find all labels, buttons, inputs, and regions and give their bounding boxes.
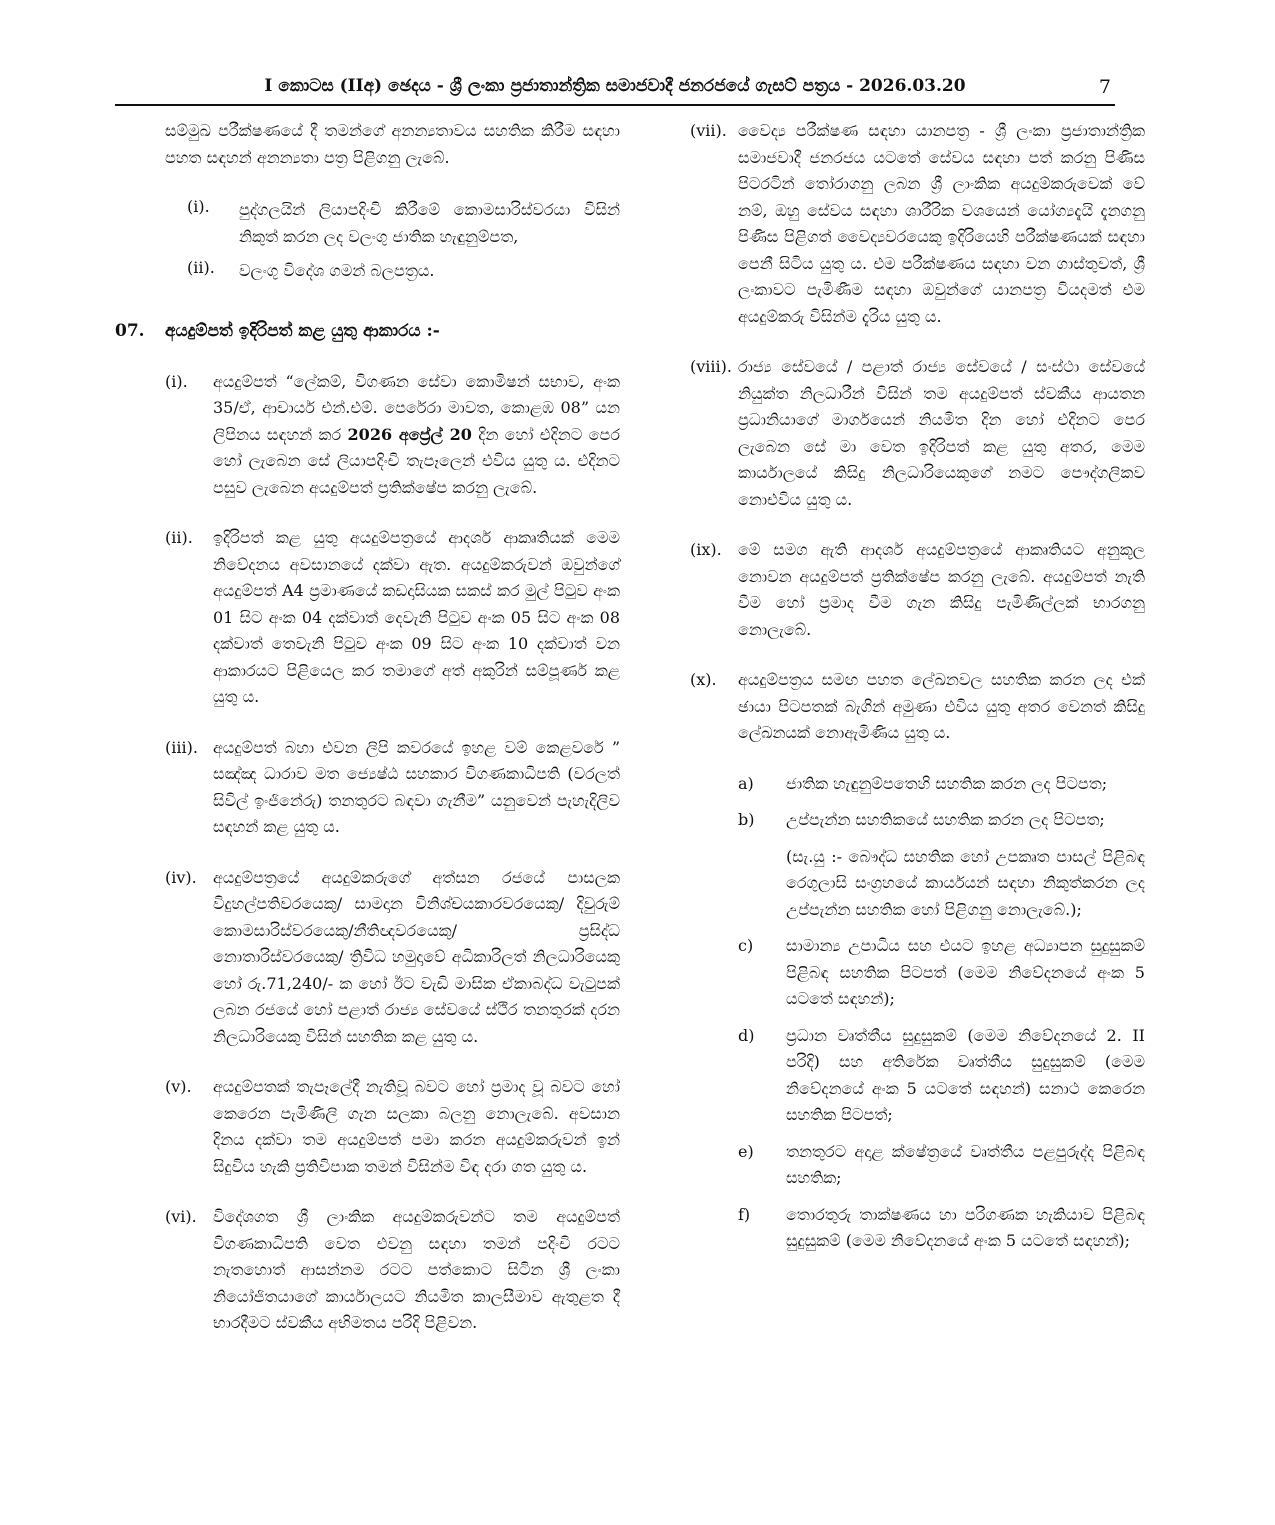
list-item [115,369,620,502]
item-label: (viii). [690,357,732,376]
item-text: ඉදිරිපත් කළ යුතු අයදුම්පත්‍රයේ ආදර්ශ ආකෘතියක් මෙම නිවේදනය අවසානයේ දක්වා ඇත. අයදුම්කරුවන් ඔවුන්ගේ අයදුම්පත් A4 ප්‍රමාණයේ කඩදාසියක සකස් කර මුල් පිටුව අංක 01 සිට අංක 04 දක්වාත් දෙවැනි පිටුව අංක 05 සිට අංක 08 දක්වාත් තෙවැනි පිටුව අංක 09 සිට අංක 10 දක්වාත් වන ආකාරයට පිළියෙල කර තමාගේ අත් අකුරින් සම්පූර්ණ කළ යුතු ය. [213,528,620,706]
item-label: (vi). [165,1207,197,1226]
item-label: (x). [690,670,717,689]
sub-list-item [690,1202,1145,1255]
sub-item-text: තොරතුරු තාක්ෂණය හා පරිගණක හැකියාව පිළිබඳ සුදුසුකම් (මෙම නිවේදනයේ අංක 5 යටතේ සඳහන්); [786,1204,1145,1250]
note-paragraph: (සැ.යු :- බෞද්ධ සහතික හෝ උපකෘත පාසල් පිළිබඳ රෙගුලාසි සංග්‍රහයේ කාර්යයන් සඳහා නිකුත්කරන ලද උප්පැන්න සහතික හෝ පිළිගනු නොලැබේ.); [786,846,1145,919]
item-text: අයදුම්පත්‍රයේ අයදුම්කරුගේ අත්සන රජයේ පාසලක විදුහල්පතිවරයෙකු/ සාමදාන විනිශ්චයකාරවරයෙකු/ දිවුරුම් කොමසාරිස්වරයෙකු/නීතිඥවරයෙකු/ ප්‍රසිද්ධ නොතාරිස්වරයෙකු/ ත්‍රිවිධ හමුදාවේ අධිකාරිලත් නිලධාරියෙකු හෝ රු.71,240/- ක හෝ ඊට වැඩි මාසික ඒකාබද්ධ වැටුපක් ලබන රජයේ හෝ පළාත් රාජ්‍ය සේවයේ ස්ථිර තනතුරක් දරන නිලධාරියෙකු විසින් සහතික කළ යුතු ය. [213,867,620,1046]
list-item [690,537,1145,643]
list-item [690,354,1145,513]
sub-item-label: f) [738,1204,751,1224]
item-text: වෛද්‍ය පරීක්ෂණ සඳහා යානපත්‍ර - ශ්‍රී ලංකා ප්‍රජාතාන්ත්‍රික සමාජවාදී ජනරජය යටතේ සේවය සඳහා පත් කරනු පිණිස පිටරටින් තෝරාගනු ලබන ශ්‍රී ලාංකික අයදුම්කරුවෙක් වේ නම්, ඔහු සේවය සඳහා ශාරීරික වශයෙන් යෝග්‍යදැයි දැනගනු පිණිස පිළිගත් වෛද්‍යවරයෙකු ඉදිරියෙහි පරීක්ෂණයක් සඳහා පෙනී සිටිය යුතු ය. එම පරීක්ෂණය සඳහා වන ගාස්තුවත්, ශ්‍රී ලංකාවට පැමිණීම සඳහා ඔවුන්ගේ යානපත්‍ර වියදමත් එම අයදුම්කරු විසින්ම දැරිය යුතු ය. [738,121,1145,326]
left-column [115,118,620,1361]
list-item [187,197,620,250]
right-column [690,118,1145,1265]
sub-list-item [690,933,1145,1013]
list-item [690,118,1145,330]
item-text: රාජ්‍ය සේවයේ / පළාත් රාජ්‍ය සේවයේ / සංස්ථා සේවයේ නියුක්ත නිලධාරීන් විසින් තම අයදුම්පත් ස්වකීය ආයතන ප්‍රධානියාගේ මාර්ගයෙන් නියමිත දින හෝ එදිනට පෙර ලැබෙන සේ මා වෙත ඉදිරිපත් කළ යුතු අතර, මෙම කාර්යාලයේ කිසිදු නිලධාරියෙකුගේ නමට පෞද්ගලිකව නොඑවිය යුතු ය. [738,357,1145,509]
list-item [115,525,620,711]
item-label: (i). [187,197,210,216]
item-label: (ix). [690,540,722,559]
item-text: මේ සමග ඇති ආදර්ශ අයදුම්පත්‍රයේ ආකෘතියට අනුකූල නොවන අයදුම්පත් ප්‍රතික්ෂේප කරනු ලැබේ. අයදුම්පත් නැති වීම හෝ ප්‍රමාද වීම ගැන කිසිදු පැමිණිල්ලක් භාරගනු නොලැබේ. [738,540,1145,639]
sub-item-text: උප්පැන්න සහතිකයේ සහතික කරන ලද පිටපත; [786,810,1105,829]
list-item [115,1204,620,1337]
section-title: අයදුම්පත් ඉදිරිපත් කළ යුතු ආකාරය :- [165,320,440,341]
item-text: අයදුම්පත්‍රය සමඟ පහත ලේඛනවල සහතික කරන ලද එක් ඡායා පිටපතක් බැගින් අමුණා එවිය යුතු අතර වෙනත් කිසිදු ලේඛනයක් නොඇමිණිය යුතු ය. [738,670,1145,742]
sub-item-label: a) [738,773,754,793]
list-item [115,735,620,841]
sub-list-item [690,1139,1145,1192]
list-item [690,667,1145,747]
sub-item-label: b) [738,810,755,829]
item-text: වලංගු විදේශ ගමන් බලපත්‍රය. [239,261,435,280]
page-header [115,74,1115,106]
item-text: විදේශගත ශ්‍රී ලාංකික අයදුම්කරුවන්ට තම අයදුම්පත් විගණකාධිපති වෙත එවනු සඳහා තමන් පදිංචි රටට නැතහොත් ආසන්නම රටට පත්කොට සිටින ශ්‍රී ලංකා නියෝජිතයාගේ කාර්යාලයට නියමිත කාලසීමාව ඇතුළත දී භාරදීමට ස්වකීය අභිමතය පරිදි පිළිවන. [213,1207,620,1332]
sub-item-label: d) [738,1025,755,1045]
item-label: (ii). [165,528,193,547]
sub-item-label: e) [738,1141,754,1161]
item-label: (vii). [690,121,727,140]
deadline-date: 2026 අප්‍රේල් 20 [347,424,472,444]
item-label: (iii). [165,737,198,757]
id-document-list [115,197,620,285]
item-text [213,369,620,502]
page-number: 7 [1098,76,1111,98]
list-item [115,865,620,1051]
sub-list-item [690,1023,1145,1129]
section-number: 07. [115,320,145,341]
section-heading [115,321,620,341]
list-item [115,1074,620,1180]
sub-list-item [690,771,1145,798]
sub-item-text: සාමාන්‍ය උපාධිය සහ එයට ඉහළ අධ්‍යාපන සුදුසුකම් පිළිබඳ සහතික පිටපත් (මෙම නිවේදනයේ අංක 5 යටතේ සඳහන්); [786,936,1145,1008]
item-label: (v). [165,1077,192,1096]
intro-paragraph: සම්මුඛ පරීක්ෂණයේ දී තමන්ගේ අනන්‍යතාවය සහතික කිරීම සඳහා පහත සඳහන් අනන්‍යතා පත්‍ර පිළිගනු ලැබේ. [165,121,620,167]
item-text-part: අයදුම්පත් “ලේකම්, විගණන සේවා කොමිෂන් සභාව, අංක 35/ඒ, ආචාර්ය එන්.එම්. පෙරේරා මාවත, කොළඹ 08” යන ලිපිනය සඳහන් කර [213,371,620,444]
item-text: අයදුම්පත් බහා එවන ලිපි කවරයේ ඉහළ වම් කෙළවරේ ” සඤ්ඤ ධාරාව මත ජ්‍යෙෂ්ඨ සහකාර විගණකාධිපති (වරලත් සිවිල් ඉංජිනේරු) තනතුරට බඳවා ගැනීම” යනුවෙන් පැහැදිලිව සඳහන් කළ යුතු ය. [213,737,620,836]
sub-item-text: තනතුරට අදාළ ක්ෂේත්‍රයේ වෘත්තීය පළපුරුද්ද පිළිබඳ සහතික; [786,1141,1145,1187]
item-label: (ii). [187,258,215,277]
sub-item-text: ජාතික හැඳුනුම්පතෙහි සහතික කරන ලද පිටපත; [786,773,1108,793]
item-text: පුද්ගලයින් ලියාපදිංචි කිරීමේ කොමසාරිස්වරයා විසින් නිකුත් කරන ලද වලංගු ජාතික හැඳුනුම්පත, [239,200,620,246]
item-label: (i). [165,371,188,391]
sub-list-item [690,807,1145,834]
header-title: I කොටස (IIඅ) ඡෙදය - ශ්‍රී ලංකා ප්‍රජාතාන්ත්‍රික සමාජවාදී ජනරජයේ ගැසට් පත්‍රය - 2026.03.20 [264,76,966,96]
item-text: අයදුම්පතක් තැපෑලේදී නැතිවූ බවට හෝ ප්‍රමාද වූ බවට හෝ කෙරෙන පැමිණිලි ගැන සලකා බලනු නොලැබේ. අවසාන දිනය දක්වා තම අයදුම්පත් පමා කරන අයදුම්කරුවන් ඉන් සිදුවිය හැකි ප්‍රතිවිපාක තමන් විසින්ම විඳ දරා ගත යුතු ය. [213,1077,620,1176]
item-text-part: දින හෝ එදිනට පෙර හෝ ලැබෙන සේ ලියාපදිංචි තැපෑලෙන් එවිය යුතු ය. එදිනට පසුව ලැබෙන අයදුම්පත් ප්‍රතික්ෂේප කරනු ලැබේ. [213,424,620,497]
item-label: (iv). [165,867,197,887]
list-item [187,258,620,285]
sub-item-label: c) [738,936,754,955]
sub-item-text: ප්‍රධාන වෘත්තීය සුදුසුකම් (මෙම නිවේදනයේ 2. II පරිදි) සහ අතිරේක වෘත්තීය සුදුසුකම් (මෙම නිවේදනයේ අංක 5 යටතේ සඳහන්) සනාථ කෙරෙන සහතික පිටපත්; [786,1025,1145,1124]
